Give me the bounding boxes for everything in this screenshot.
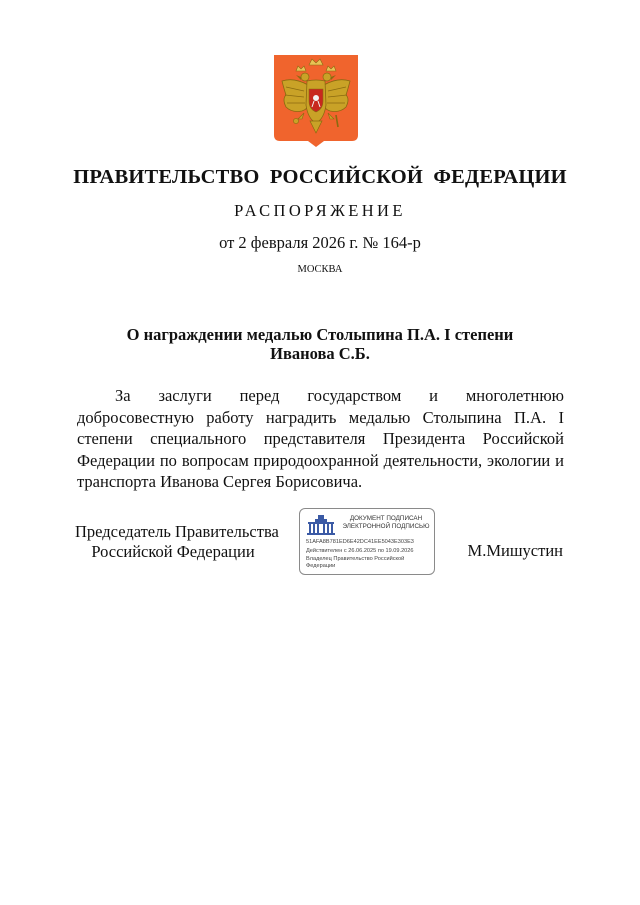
- stamp-owner: Федерации: [306, 563, 336, 569]
- coat-of-arms-icon: [274, 55, 358, 147]
- document-city: МОСКВА: [297, 264, 343, 275]
- document-type: РАСПОРЯЖЕНИЕ: [234, 201, 406, 220]
- government-title: ПРАВИТЕЛЬСТВО РОССИЙСКОЙ ФЕДЕРАЦИИ: [73, 166, 567, 188]
- government-building-icon: [306, 514, 336, 536]
- signer-position-line: Российской Федерации: [91, 541, 255, 561]
- stamp-title: [338, 515, 434, 531]
- signer-position: [75, 522, 279, 561]
- signer-name: М.Мишустин: [467, 541, 563, 560]
- document-body-paragraph: За заслуги перед государством и многолетнюю добросовестную работу наградить медалью Столыпина П.А. I степени специального представителя Президента Российской Федерации по вопросам природоохранной деятельности, экологии и транспорта Иванова Сергея Борисовича.: [77, 386, 564, 491]
- subject-line: Иванова С.Б.: [270, 344, 370, 363]
- stamp-owner: Владелец Правительство Российской: [306, 556, 405, 562]
- document-date-number: от 2 февраля 2026 г. № 164-р: [219, 233, 421, 252]
- stamp-certificate-serial: 51AFA8B781ED6E42DC41EE5043E303E3: [306, 539, 414, 545]
- signer-position-line: Председатель Правительства: [75, 522, 279, 541]
- stamp-validity: Действителен с 26.06.2025 по 19.09.2026: [306, 548, 414, 554]
- stamp-title-line: ДОКУМЕНТ ПОДПИСАН: [349, 515, 423, 522]
- electronic-signature-stamp: [299, 508, 435, 575]
- document-subject: [120, 325, 520, 363]
- subject-line: О награждении медалью Столыпина П.А. I степени: [126, 325, 514, 344]
- stamp-title-line: ЭЛЕКТРОННОЙ ПОДПИСЬЮ: [342, 523, 430, 530]
